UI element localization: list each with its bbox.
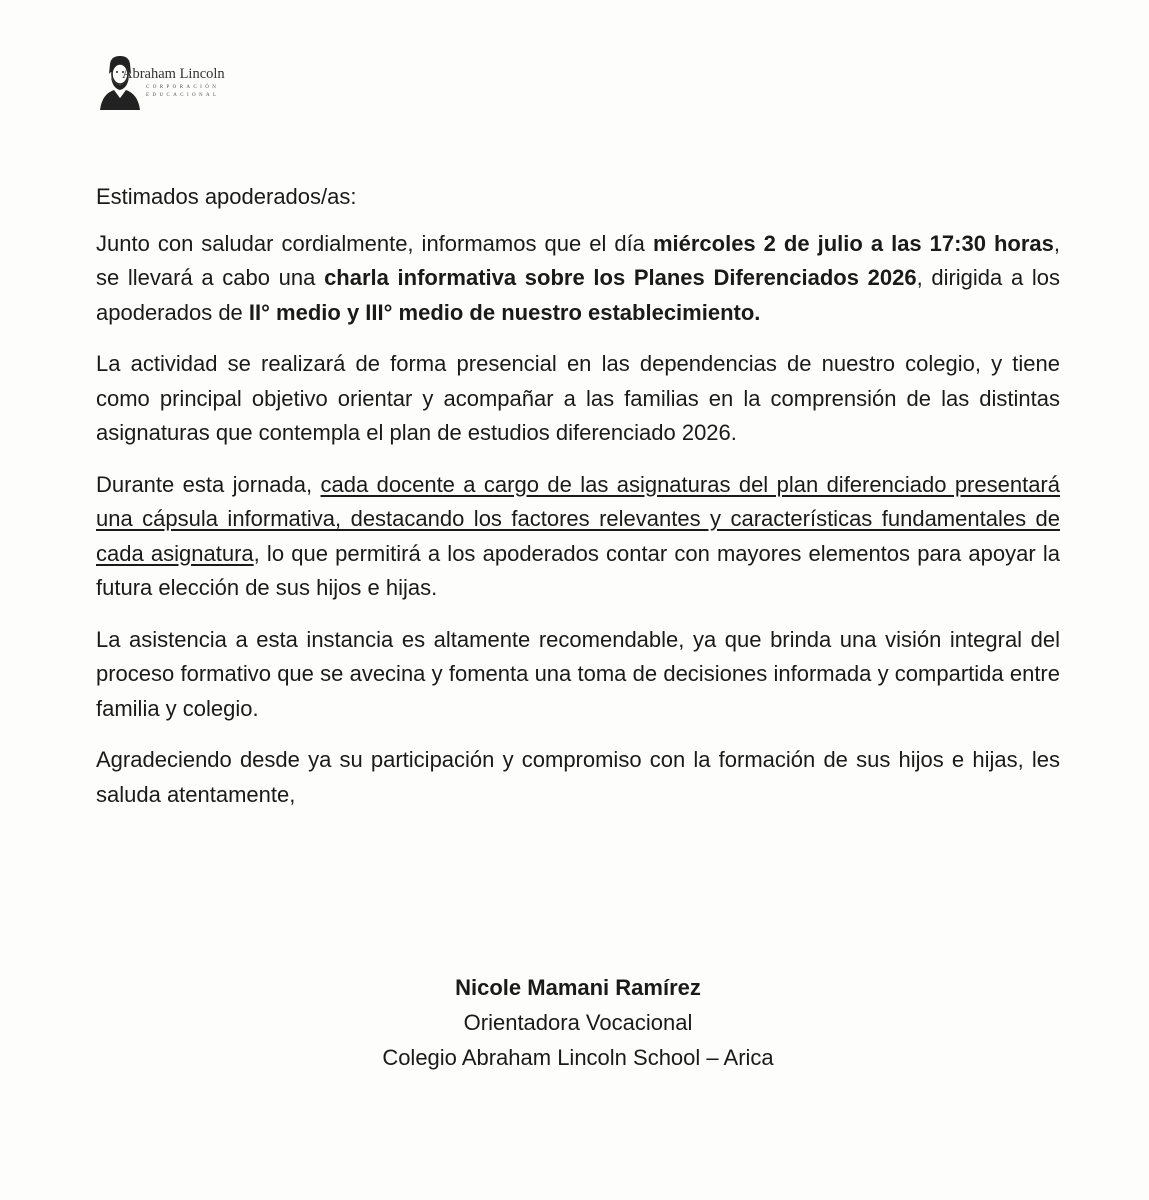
paragraph-announcement bbox=[96, 227, 1060, 331]
logo-subtitle-line-2: EDUCACIONAL bbox=[146, 93, 220, 98]
signature-block bbox=[96, 970, 1060, 1075]
event-audience: II° medio y III° medio de nuestro establecimiento. bbox=[248, 299, 761, 325]
announcement-text-3: , dirigida a los apoderados de bbox=[96, 265, 1060, 325]
logo-name: Abraham Lincoln bbox=[122, 66, 225, 82]
school-logo bbox=[98, 54, 298, 114]
signatory-name: Nicole Mamani Ramírez bbox=[455, 975, 701, 1000]
school-name: Colegio Abraham Lincoln School – Arica bbox=[382, 1045, 774, 1070]
paragraph-session bbox=[96, 468, 1060, 606]
signatory-role: Orientadora Vocacional bbox=[463, 1010, 693, 1035]
lincoln-portrait-icon bbox=[98, 54, 142, 112]
logo-subtitle-line-1: CORPORACIÓN bbox=[146, 85, 220, 90]
session-text-1: Durante esta jornada, bbox=[96, 471, 321, 497]
paragraph-closing: Agradeciendo desde ya su participación y compromiso con la formación de sus hijos e hijas, les saluda atentamente, bbox=[96, 747, 1060, 807]
paragraph-attendance: La asistencia a esta instancia es altamente recomendable, ya que brinda una visión integral del proceso formativo que se avecina y fomenta una toma de decisiones informada y compartida entre familia y colegio. bbox=[96, 626, 1060, 721]
announcement-text-1: Junto con saludar cordialmente, informamos que el día bbox=[96, 230, 653, 256]
session-text-2: , lo que permitirá a los apoderados contar con mayores elementos para apoyar la futura elección de sus hijos e hijas. bbox=[96, 540, 1060, 600]
event-title: charla informativa sobre los Planes Diferenciados 2026 bbox=[324, 265, 917, 290]
session-underlined-text: cada docente a cargo de las asignaturas del plan diferenciado presentará una cápsula informativa, destacando los factores relevantes y características fundamentales de cada asignatura bbox=[96, 471, 1060, 566]
greeting: Estimados apoderados/as: bbox=[96, 184, 357, 209]
letter-body bbox=[96, 180, 1060, 812]
paragraph-activity: La actividad se realizará de forma presencial en las dependencias de nuestro colegio, y tiene como principal objetivo orientar y acompañar a las familias en la comprensión de las distintas asignaturas que contempla el plan de estudios diferenciado 2026. bbox=[96, 351, 1060, 445]
announcement-text-2: , se llevará a cabo una bbox=[96, 230, 1060, 290]
event-date: miércoles 2 de julio a las 17:30 horas bbox=[652, 230, 1054, 256]
